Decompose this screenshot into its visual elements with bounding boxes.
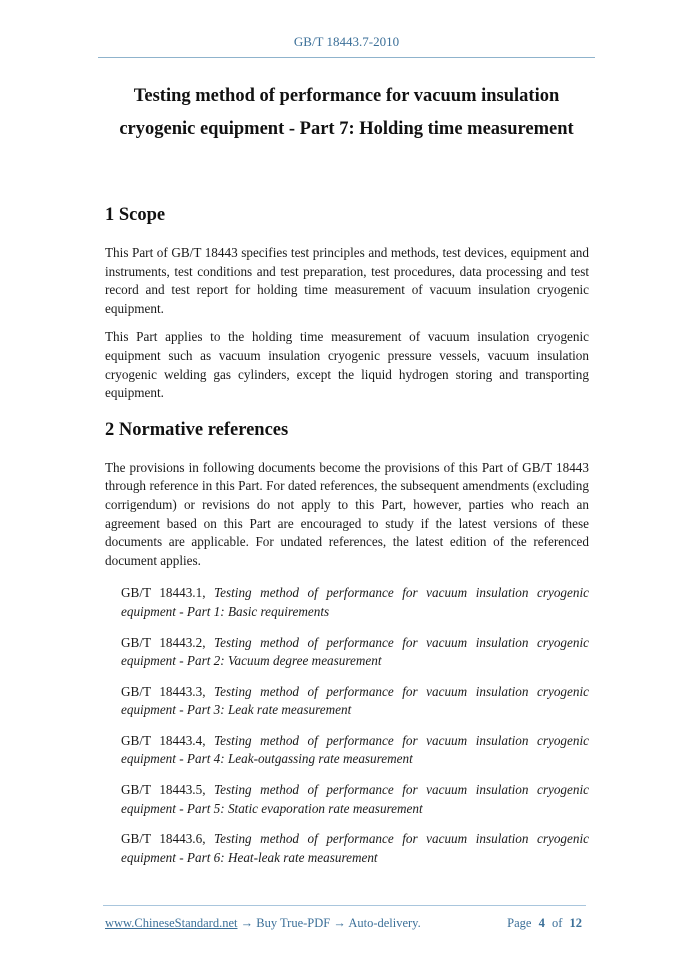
reference-code: GB/T 18443.6, — [121, 831, 206, 847]
auto-delivery-text: Auto-delivery. — [348, 916, 421, 930]
reference-code: GB/T 18443.3, — [121, 683, 206, 699]
reference-title: Testing method of performance for vacuum insulation cryogenic equipment - Part 6: Heat-leak rate measurement — [121, 831, 589, 865]
reference-list — [121, 584, 589, 867]
section-heading-scope: 1 Scope — [105, 205, 166, 225]
arrow-right-icon: → — [240, 916, 254, 930]
scope-paragraph-1: This Part of GB/T 18443 specifies test principles and methods, test devices, equipment and instruments, test conditions and test preparation, test procedures, data processing and test record and test report for holding time measurement of vacuum insulation cryogenic equipment. — [105, 245, 589, 316]
running-header: GB/T 18443.7-2010 — [293, 34, 400, 49]
reference-title: Testing method of performance for vacuum insulation cryogenic equipment - Part 5: Static evaporation rate measurement — [121, 782, 589, 816]
page-indicator — [505, 916, 584, 931]
page-current: 4 — [538, 916, 545, 930]
reference-code: GB/T 18443.4, — [121, 732, 206, 748]
reference-title: Testing method of performance for vacuum insulation cryogenic equipment - Part 1: Basic requirements — [121, 585, 589, 619]
reference-item — [121, 830, 589, 867]
section-scope — [105, 200, 589, 403]
reference-code: GB/T 18443.1, — [121, 585, 206, 601]
reference-code: GB/T 18443.5, — [121, 782, 206, 798]
document-title-line-1: Testing method of performance for vacuum insulation — [133, 86, 560, 106]
document-title — [90, 80, 603, 146]
reference-item — [121, 584, 589, 621]
document-body — [105, 200, 589, 879]
scope-paragraph-2: This Part applies to the holding time measurement of vacuum insulation cryogenic equipment such as vacuum insulation cryogenic pressure vessels, vacuum insulation cryogenic welding gas cylinders, except the liquid hydrogen storing and transporting equipment. — [105, 329, 589, 401]
chinesestandard-link[interactable]: www.ChineseStandard.net — [105, 916, 238, 930]
reference-item — [121, 781, 589, 818]
page-of-label: of — [551, 916, 563, 930]
reference-item — [121, 683, 589, 720]
reference-item — [121, 634, 589, 671]
header-divider — [98, 57, 595, 58]
reference-title: Testing method of performance for vacuum insulation cryogenic equipment - Part 3: Leak rate measurement — [121, 683, 589, 718]
arrow-right-icon: → — [333, 916, 346, 930]
buy-true-pdf-text: Buy True-PDF — [256, 916, 331, 930]
section-normative-references — [105, 415, 589, 868]
normative-references-intro: The provisions in following documents become the provisions of this Part of GB/T 18443 through reference in this Part. For dated references, the subsequent amendments (excluding corrigendum) or revisions do not apply to this Part, however, parties who reach an agreement based on this Part are encouraged to study if the latest versions of these documents are applicable. For undated references, the latest edition of the referenced document applies. — [105, 459, 589, 568]
page-total: 12 — [569, 916, 582, 930]
document-title-line-2: cryogenic equipment - Part 7: Holding time measurement — [119, 119, 574, 139]
page-label: Page — [507, 916, 532, 930]
reference-code: GB/T 18443.2, — [121, 634, 206, 650]
section-heading-normative-references: 2 Normative references — [105, 419, 289, 440]
reference-title: Testing method of performance for vacuum insulation cryogenic equipment - Part 2: Vacuum degree measurement — [121, 634, 589, 669]
page-footer — [105, 916, 584, 931]
footer-divider — [103, 905, 586, 906]
reference-item — [121, 732, 589, 769]
reference-title: Testing method of performance for vacuum insulation cryogenic equipment - Part 4: Leak-outgassing rate measurement — [121, 732, 589, 767]
footer-left — [105, 916, 421, 931]
